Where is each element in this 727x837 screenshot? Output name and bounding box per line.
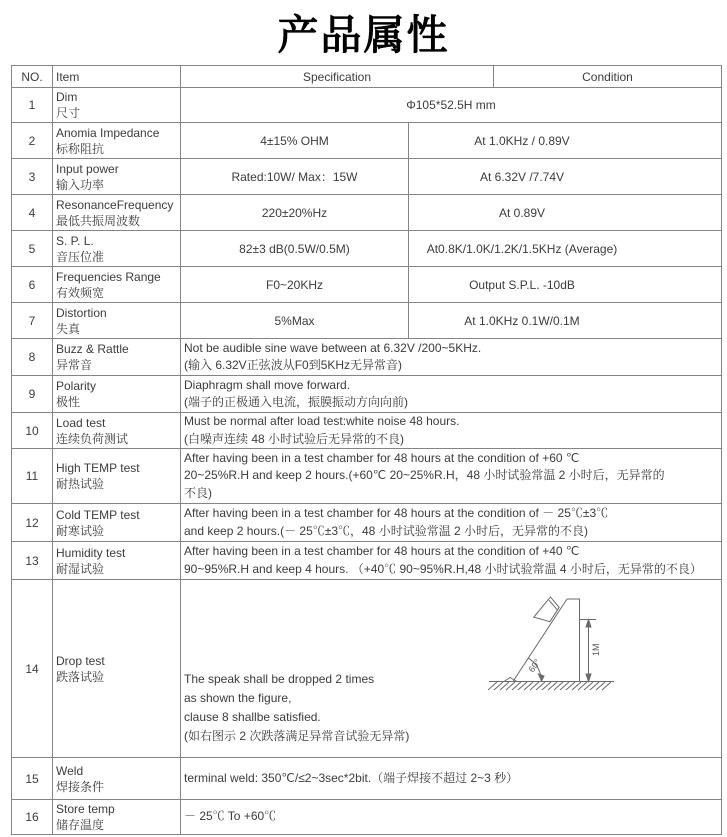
item-name-zh: 失真 <box>56 321 81 336</box>
item-name-zh: 音压位准 <box>56 249 105 264</box>
item-name-en: Frequencies Range <box>56 269 161 284</box>
spec-cell: F0~20KHz <box>180 267 408 302</box>
item-name-zh: 最低共振周波数 <box>56 213 141 228</box>
text-line: terminal weld: 350℃/≤2~3sec*2bit.（端子焊接不超过 2~3 秒） <box>184 770 519 785</box>
item-name-zh: 连续负荷测试 <box>56 431 129 446</box>
text-line: － 25℃ To +60℃ <box>184 809 277 824</box>
item-name-zh: 耐热试验 <box>56 477 105 491</box>
table-row <box>12 266 721 302</box>
item-cell <box>52 303 180 338</box>
row-number: 14 <box>25 661 39 676</box>
condition-cell: At 6.32V /7.74V <box>408 159 721 194</box>
item-name-en: Dim <box>56 90 78 104</box>
table-row <box>12 230 721 266</box>
table-row <box>12 757 721 799</box>
row-number: 13 <box>25 553 39 568</box>
figure-dim-arrow-top <box>586 620 591 628</box>
item-name-en: Distortion <box>56 305 107 320</box>
merged-spec-cell: Φ105*52.5H mm <box>180 88 721 122</box>
spec-cell: Rated:10W/ Max：15W <box>180 159 408 194</box>
condition-cell: At 1.0KHz / 0.89V <box>408 123 721 158</box>
figure-speaker-body <box>534 595 562 626</box>
row-number: 5 <box>28 241 36 256</box>
item-name-en: Weld <box>56 763 84 778</box>
merged-text-cell <box>180 542 721 579</box>
item-name-en: Input power <box>56 161 119 176</box>
item-name-en: Store temp <box>56 802 115 816</box>
item-cell <box>52 195 180 230</box>
text-line: After having been in a test chamber for 48 hours at the condition of － 25℃±3℃ <box>184 506 609 520</box>
figure-angle-label: 60° <box>526 657 543 675</box>
table-row <box>12 448 721 503</box>
row-number: 3 <box>28 169 36 184</box>
item-cell <box>52 449 180 503</box>
item-name-zh: 标称阻抗 <box>56 141 105 156</box>
drop-test-figure <box>488 592 615 696</box>
row-number: 11 <box>25 469 39 483</box>
item-cell <box>52 159 180 194</box>
merged-text-cell <box>180 504 721 541</box>
item-cell <box>52 413 180 448</box>
condition-cell: At 0.89V <box>408 195 721 230</box>
header-no: NO. <box>21 69 43 84</box>
item-name-zh: 跌落试验 <box>56 669 105 684</box>
row-number: 4 <box>28 205 36 220</box>
table-row <box>12 338 721 375</box>
row-number: 2 <box>28 133 36 148</box>
item-cell <box>52 542 180 579</box>
row-number: 16 <box>25 810 39 824</box>
figure-dim-arrow-bottom <box>586 674 591 682</box>
merged-text-cell <box>180 758 721 799</box>
item-name-en: Drop test <box>56 653 105 668</box>
condition-cell: Output S.P.L. -10dB <box>408 267 721 302</box>
table-row <box>12 87 721 122</box>
table-row <box>12 194 721 230</box>
text-line: Not be audible sine wave between at 6.32V /200~5KHz. <box>184 340 482 355</box>
item-cell <box>52 800 180 834</box>
row-number: 10 <box>25 423 39 438</box>
table-row <box>12 375 721 412</box>
text-line: (白噪声连续 48 小时试验后无异常的不良) <box>184 431 405 446</box>
drop-test-cell <box>180 580 721 757</box>
text-line: 不良) <box>184 485 212 500</box>
header-cond: Condition <box>493 66 721 87</box>
text-line: 20~25%R.H and keep 2 hours.(+60℃ 20~25%R.H，48 小时试验常温 2 小时后，无异常的 <box>184 468 665 483</box>
item-cell <box>52 339 180 375</box>
table-row <box>12 302 721 338</box>
drop-test-text <box>184 670 409 746</box>
header-spec: Specification <box>180 66 493 87</box>
condition-cell: At 1.0KHz 0.1W/0.1M <box>408 303 721 338</box>
item-name-zh: 有效频宽 <box>56 285 105 300</box>
item-name-zh: 耐湿试验 <box>56 561 105 576</box>
text-line: After having been in a test chamber for 48 hours at the condition of +40 ℃ <box>184 544 580 558</box>
merged-text-cell <box>180 339 721 375</box>
item-name-zh: 储存温度 <box>56 818 105 832</box>
text-line: Must be normal after load test:white noise 48 hours. <box>184 414 460 428</box>
item-name-zh: 焊接条件 <box>56 779 105 794</box>
item-name-en: S. P. L. <box>56 233 94 248</box>
item-cell <box>52 88 180 122</box>
figure-ground-hatch <box>488 682 611 690</box>
item-name-zh: 极性 <box>56 395 81 409</box>
table-row <box>12 122 721 158</box>
item-cell <box>52 123 180 158</box>
spec-cell: 220±20%Hz <box>180 195 408 230</box>
item-name-en: Buzz & Rattle <box>56 342 129 356</box>
text-line: as shown the figure, <box>184 691 292 705</box>
row-number: 9 <box>28 387 36 401</box>
item-name-en: Anomia Impedance <box>56 125 160 140</box>
merged-text-cell <box>180 376 721 412</box>
table-row <box>12 579 721 757</box>
text-line: (端子的正极通入电流，振膜振动方向向前) <box>184 395 408 409</box>
text-line: clause 8 shallbe satisfied. <box>184 710 321 724</box>
row-number: 1 <box>28 98 36 112</box>
figure-frame <box>567 599 580 682</box>
spec-cell: 4±15% OHM <box>180 123 408 158</box>
item-name-en: Polarity <box>56 379 97 393</box>
row-number: 12 <box>25 515 39 530</box>
merged-text-cell <box>180 800 721 834</box>
text-line: After having been in a test chamber for 48 hours at the condition of +60 ℃ <box>184 450 580 465</box>
item-name-en: Humidity test <box>56 545 126 560</box>
condition-cell: At0.8K/1.0K/1.2K/1.5KHz (Average) <box>408 231 721 266</box>
text-line: (如右图示 2 次跌落满足异常音试验无异常) <box>184 729 410 743</box>
text-line: and keep 2 hours.(－ 25℃±3℃，48 小时试验常温 2 小时后，无异常的不良) <box>184 523 589 538</box>
row-number: 8 <box>28 350 36 364</box>
header-item: Item <box>52 66 180 87</box>
spec-table <box>11 65 722 835</box>
merged-text-cell <box>180 413 721 448</box>
table-row <box>12 541 721 579</box>
table-row <box>12 412 721 448</box>
text-line: The speak shall be dropped 2 times <box>184 672 375 686</box>
item-cell <box>52 504 180 541</box>
item-name-en: Cold TEMP test <box>56 507 140 522</box>
item-cell <box>52 758 180 799</box>
table-header-row <box>12 66 721 87</box>
page-title: 产品属性 <box>277 12 450 58</box>
row-number: 15 <box>25 771 39 786</box>
table-row <box>12 158 721 194</box>
item-name-en: ResonanceFrequency <box>56 197 174 212</box>
item-name-en: High TEMP test <box>56 461 140 475</box>
item-name-zh: 尺寸 <box>56 106 81 120</box>
item-cell <box>52 580 180 757</box>
merged-text-cell <box>180 449 721 503</box>
spec-cell: 82±3 dB(0.5W/0.5M) <box>180 231 408 266</box>
item-cell <box>52 376 180 412</box>
spec-cell: 5%Max <box>180 303 408 338</box>
item-name-zh: 输入功率 <box>56 177 105 192</box>
figure-angle-arrow <box>539 674 545 681</box>
row-number: 6 <box>28 277 36 292</box>
text-line: 90~95%R.H and keep 4 hours. （+40℃ 90~95%R.H,48 小时试验常温 4 小时后，无异常的不良） <box>184 561 702 576</box>
item-name-zh: 异常音 <box>56 358 93 372</box>
item-cell <box>52 267 180 302</box>
item-cell <box>52 231 180 266</box>
item-name-zh: 耐寒试验 <box>56 523 105 538</box>
table-row <box>12 799 721 834</box>
text-line: (输入 6.32V正弦波从F0到5KHz无异常音) <box>184 358 403 372</box>
figure-speaker <box>534 595 562 626</box>
table-row <box>12 503 721 541</box>
row-number: 7 <box>28 313 36 328</box>
text-line: Diaphragm shall move forward. <box>184 377 351 392</box>
item-name-en: Load test <box>56 415 106 430</box>
figure-height-label: 1M <box>591 643 601 656</box>
